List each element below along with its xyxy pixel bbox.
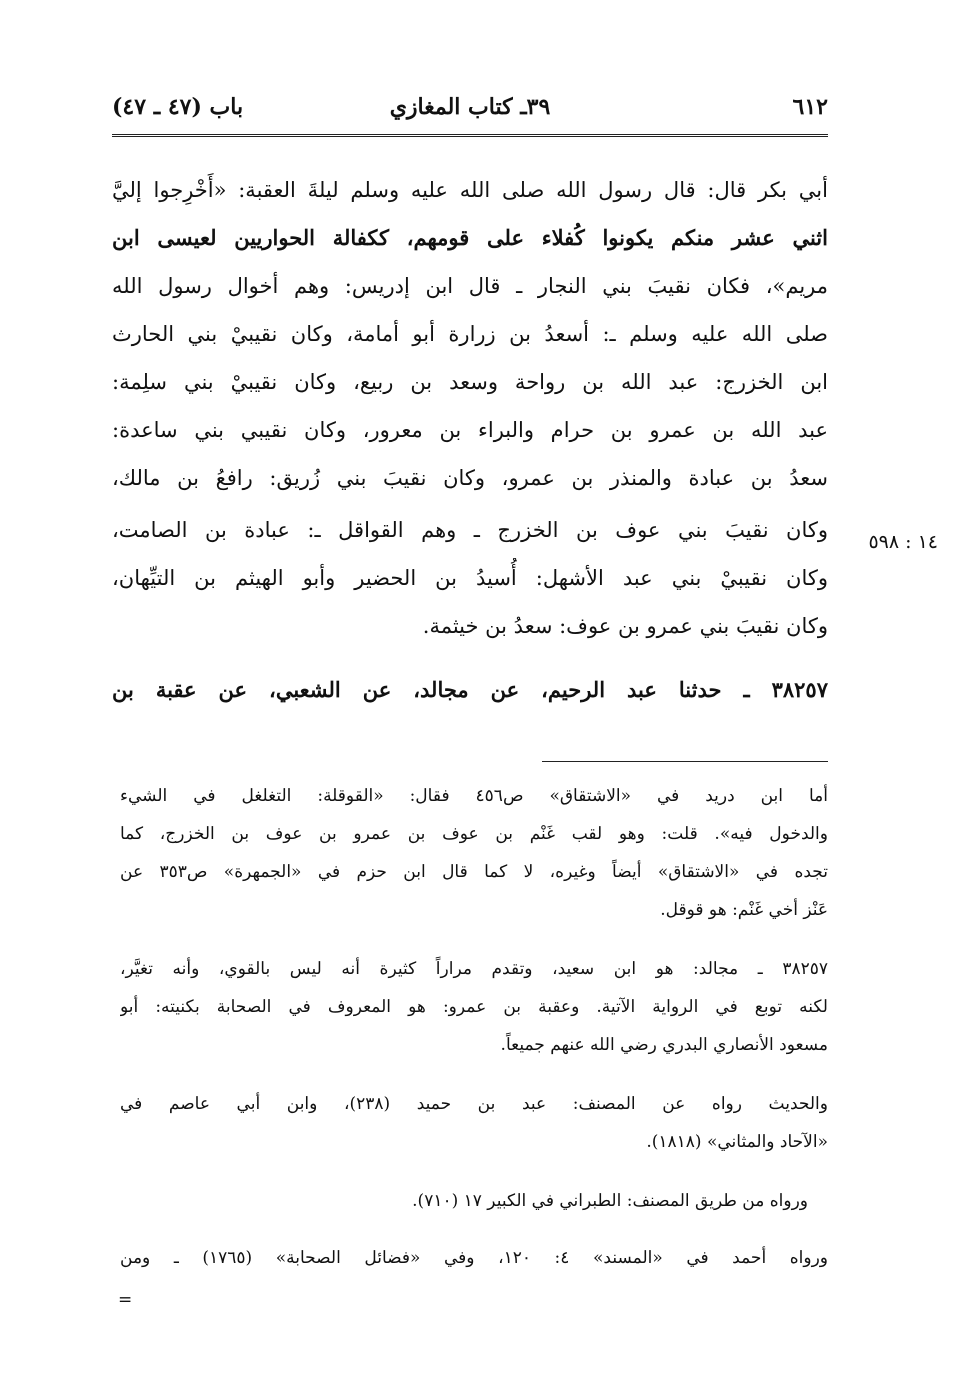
page-number: ٦١٢ — [792, 94, 828, 120]
chapter-range: باب (٤٧ ـ ٤٧) — [112, 94, 244, 120]
main-text-line: أبي بكر قال: قال رسول الله صلى الله عليه وسلم ليلةَ العقبة: «أَخْرِجوا إليَّ — [112, 178, 828, 202]
footnote-line: ورواه أحمد في «المسند» ٤: ١٢٠، وفي «فضائل الصحابة» (١٧٦٥) ـ ومن — [120, 1248, 828, 1268]
main-text-line: عبد الله بن عمرو بن حرام والبراء بن معرور، وكان نقيبي بني ساعدة: — [112, 418, 828, 442]
header-rule — [112, 134, 828, 137]
footnote-line: عَنْز أخي غَنْم: هو قوقل. — [660, 900, 828, 920]
continuation-mark: = — [118, 1290, 133, 1310]
footnote-line: ٣٨٢٥٧ ـ مجالد: هو ابن سعيد، وتقدم مراراً كثيرة أنه ليس بالقوي، وأنه تغيَّر، — [120, 959, 828, 979]
book-title: ٣٩ـ كتاب المغازي — [389, 94, 551, 120]
footnote-line: أما ابن دريد في «الاشتقاق» ص٤٥٦ فقال: «القوقلة: التغلغل في الشيء — [120, 786, 828, 806]
footnote-line: والحديث رواه عن المصنف: عبد بن حميد (٢٣٨)، وابن أبي عاصم في — [120, 1094, 828, 1114]
footnote-line: «الآحاد والمثاني» (١٨١٨). — [646, 1132, 828, 1152]
footnote-line: لكنه توبع في الرواية الآتية. وعقبة بن عمرو: هو المعروف في الصحابة بكنيته: أبو — [120, 997, 828, 1017]
footnote-rule — [542, 761, 828, 762]
footnote-line: ورواه من طريق المصنف: الطبراني في الكبير ١٧ (٧١٠). — [412, 1191, 808, 1211]
footnote-line: والدخول فيه». قلت: وهو لقب غَنْم بن عوف بن عمرو بن عوف بن الخزرج، كما — [120, 824, 828, 844]
footnote-line: مسعود الأنصاري البدري رضي الله عنهم جميعاً. — [500, 1035, 828, 1055]
main-text-line: وكان نقيبيْ بني عبد الأشهل: أُسيدُ بن الحضير وأبو الهيثم بن التيِّهان، — [112, 566, 828, 590]
main-text-line: اثني عشر منكم يكونوا كُفلاء على قومهم، ككفالة الحواريين لعيسى ابن — [112, 225, 828, 250]
main-text-line: سعدُ بن عبادة والمنذر بن عمرو، وكان نقيبَ بني زُريق: رافعُ بن مالك، — [112, 466, 828, 490]
hadith-line: ٣٨٢٥٧ ـ حدثنا عبد الرحيم، عن مجالد، عن الشعبي، عن عقبة بن — [112, 677, 828, 702]
footnote-line: تجده في «الاشتقاق» أيضاً وغيره، لا كما قال ابن حزم في «الجمهرة» ص٣٥٣ عن — [120, 862, 828, 882]
main-text-line: صلى الله عليه وسلم ـ: أسعدُ بن زرارة أبو أمامة، وكان نقيبيْ بني الحارث — [112, 322, 828, 346]
main-text-line: مريم»، فكان نقيبَ بني النجار ـ قال ابن إدريس: وهم أخوال رسول الله — [112, 274, 828, 298]
main-text-line: وكان نقيبَ بني عمرو بن عوف: سعدُ بن خيثمة. — [422, 614, 828, 638]
main-text-line: ابن الخزرج: عبد الله بن رواحة وسعد بن ربيع، وكان نقيبيْ بني سلِمة: — [112, 370, 828, 394]
page-header — [112, 84, 828, 134]
margin-reference: ١٤ : ٥٩٨ — [868, 531, 938, 553]
main-text-line: وكان نقيبَ بني عوف بن الخزرج ـ وهم القواقل ـ: عبادة بن الصامت، — [112, 518, 828, 542]
